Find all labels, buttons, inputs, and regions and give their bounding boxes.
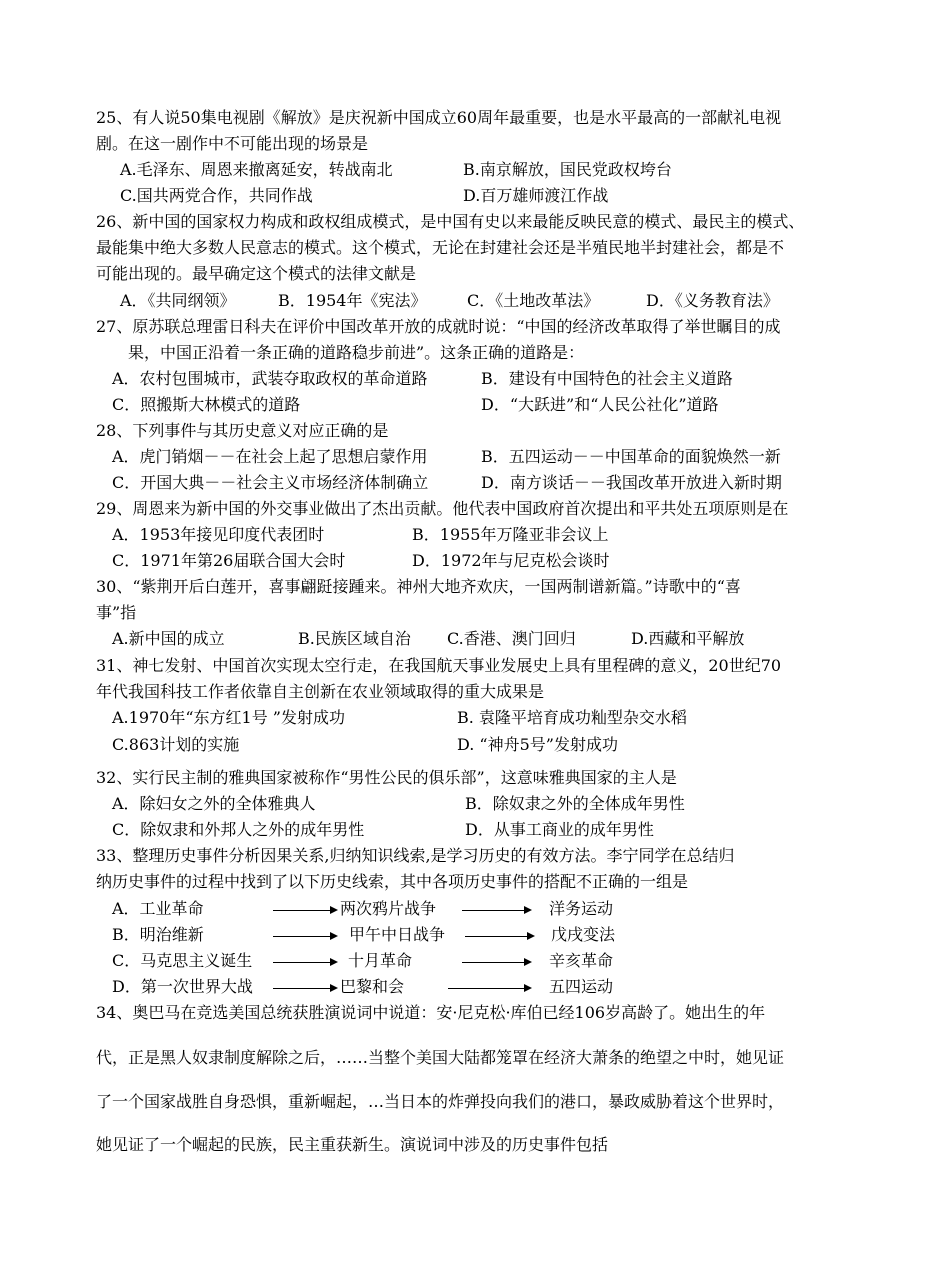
q31-option-c: C.863计划的实施 xyxy=(112,735,240,754)
q26-option-b: B．1954年《宪法》 xyxy=(278,291,427,310)
arrow-icon xyxy=(273,910,336,911)
q27-option-b: B．建设有中国特色的社会主义道路 xyxy=(481,369,733,388)
q30-stem-line2: 事”指 xyxy=(96,603,137,622)
q29-option-d: D．1972年与尼克松会谈时 xyxy=(412,551,610,570)
q26-option-d: D．《义务教育法》 xyxy=(646,291,779,310)
q25-option-c: C.国共两党合作，共同作战 xyxy=(120,186,313,205)
q25-option-d: D.百万雄师渡江作战 xyxy=(463,186,609,205)
q26-option-c: C．《土地改革法》 xyxy=(467,291,600,310)
q26-stem-line1: 26、新中国的国家权力构成和政权组成模式，是中国有史以来最能反映民意的模式、最民主的模式、 xyxy=(96,212,805,231)
arrow-icon xyxy=(448,988,530,989)
q26-stem-line2: 最能集中绝大多数人民意志的模式。这个模式，无论在封建社会还是半殖民地半封建社会，都是不 xyxy=(96,238,785,257)
q33-row-c-end: 辛亥革命 xyxy=(549,951,614,970)
q27-option-c: C．照搬斯大林模式的道路 xyxy=(112,395,301,414)
q33-row-d-mid: 巴黎和会 xyxy=(340,977,405,996)
q27-option-a: A．农村包围城市，武装夺取政权的革命道路 xyxy=(112,369,428,388)
q27-option-d: D．“大跃进”和“人民公社化”道路 xyxy=(481,395,719,414)
q30-option-d: D.西藏和平解放 xyxy=(631,629,745,648)
q30-stem-line1: 30、“紫荆开后白莲开，喜事翩跹接踵来。神州大地齐欢庆，一国两制谱新篇。”诗歌中的“喜 xyxy=(96,577,741,596)
q34-stem-line2: 代，正是黑人奴隶制度解除之后，……当整个美国大陆都笼罩在经济大萧条的绝望之中时，她见证 xyxy=(96,1048,785,1067)
q25-stem-line2: 剧。在这一剧作中不可能出现的场景是 xyxy=(96,134,369,153)
q34-stem-line1: 34、奥巴马在竞选美国总统获胜演说词中说道：安·尼克松·库伯已经106岁高龄了。她出生的年 xyxy=(96,1003,766,1022)
q25-option-b: B.南京解放，国民党政权垮台 xyxy=(463,160,672,179)
q29-option-b: B．1955年万隆亚非会议上 xyxy=(412,525,609,544)
arrow-icon xyxy=(273,988,336,989)
q32-stem-line1: 32、实行民主制的雅典国家被称作“男性公民的俱乐部”，这意味雅典国家的主人是 xyxy=(96,768,677,787)
arrow-icon xyxy=(273,962,336,963)
q33-row-d-label: D．第一次世界大战 xyxy=(112,977,253,996)
q33-row-c-mid: 十月革命 xyxy=(348,951,413,970)
q27-stem-line1: 27、原苏联总理雷日科夫在评价中国改革开放的成就时说：“中国的经济改革取得了举世瞩目的成 xyxy=(96,317,781,336)
arrow-icon xyxy=(273,936,336,937)
q33-row-b-label: B．明治维新 xyxy=(112,925,204,944)
q33-row-b-mid: 甲午中日战争 xyxy=(349,925,446,944)
q28-option-b: B．五四运动－－中国革命的面貌焕然一新 xyxy=(481,447,781,466)
q27-stem-line2: 果，中国正沿着一条正确的道路稳步前进”。这条正确的道路是： xyxy=(128,343,585,362)
q28-stem-line1: 28、下列事件与其历史意义对应正确的是 xyxy=(96,421,389,440)
q31-stem-line1: 31、神七发射、中国首次实现太空行走，在我国航天事业发展史上具有里程碑的意义，20世纪70 xyxy=(96,656,782,675)
q33-stem-line1: 33、整理历史事件分析因果关系,归纳知识线索,是学习历史的有效方法。李宁同学在总结归 xyxy=(96,846,735,865)
q28-option-a: A．虎门销烟－－在社会上起了思想启蒙作用 xyxy=(112,447,428,466)
q30-option-c: C.香港、澳门回归 xyxy=(447,629,576,648)
q33-stem-line2: 纳历史事件的过程中找到了以下历史线索，其中各项历史事件的搭配不正确的一组是 xyxy=(96,872,689,891)
q29-stem-line1: 29、周恩来为新中国的外交事业做出了杰出贡献。他代表中国政府首次提出和平共处五项原则是在 xyxy=(96,499,789,518)
arrow-icon xyxy=(462,962,530,963)
q33-row-a-mid: 两次鸦片战争 xyxy=(340,899,437,918)
q28-option-d: D．南方谈话－－我国改革开放进入新时期 xyxy=(481,473,782,492)
q33-row-c-label: C．马克思主义诞生 xyxy=(112,951,253,970)
q32-option-c: C．除奴隶和外邦人之外的成年男性 xyxy=(112,820,365,839)
q33-row-a-label: A．工业革命 xyxy=(112,899,204,918)
q34-stem-line4: 她见证了一个崛起的民族，民主重获新生。演说词中涉及的历史事件包括 xyxy=(96,1135,609,1154)
q33-row-b-end: 戊戌变法 xyxy=(551,925,616,944)
q30-option-b: B.民族区域自治 xyxy=(298,629,411,648)
q31-option-d: D. “神舟5号”发射成功 xyxy=(457,735,618,754)
q32-option-a: A．除妇女之外的全体雅典人 xyxy=(112,794,316,813)
arrow-icon xyxy=(462,910,530,911)
q26-option-a: A．《共同纲领》 xyxy=(120,291,236,310)
q30-option-a: A.新中国的成立 xyxy=(112,629,225,648)
q33-row-a-end: 洋务运动 xyxy=(549,899,614,918)
q31-option-a: A.1970年“东方红1号 ”发射成功 xyxy=(112,708,345,727)
q34-stem-line3: 了一个国家战胜自身恐惧，重新崛起，…当日本的炸弹投向我们的港口，暴政威胁着这个世界时， xyxy=(96,1092,785,1111)
arrow-icon xyxy=(465,936,533,937)
q25-option-a: A.毛泽东、周恩来撤离延安，转战南北 xyxy=(120,160,393,179)
q29-option-c: C．1971年第26届联合国大会时 xyxy=(112,551,346,570)
q29-option-a: A．1953年接见印度代表团时 xyxy=(112,525,325,544)
q26-stem-line3: 可能出现的。最早确定这个模式的法律文献是 xyxy=(96,264,417,283)
q25-stem-line1: 25、有人说50集电视剧《解放》是庆祝新中国成立60周年最重要，也是水平最高的一部献礼电视 xyxy=(96,108,782,127)
q33-row-d-end: 五四运动 xyxy=(549,977,614,996)
q31-stem-line2: 年代我国科技工作者依靠自主创新在农业领域取得的重大成果是 xyxy=(96,682,545,701)
q32-option-d: D．从事工商业的成年男性 xyxy=(465,820,654,839)
q31-option-b: B. 袁隆平培育成功籼型杂交水稻 xyxy=(457,708,687,727)
q28-option-c: C．开国大典－－社会主义市场经济体制确立 xyxy=(112,473,429,492)
q32-option-b: B．除奴隶之外的全体成年男性 xyxy=(465,794,685,813)
